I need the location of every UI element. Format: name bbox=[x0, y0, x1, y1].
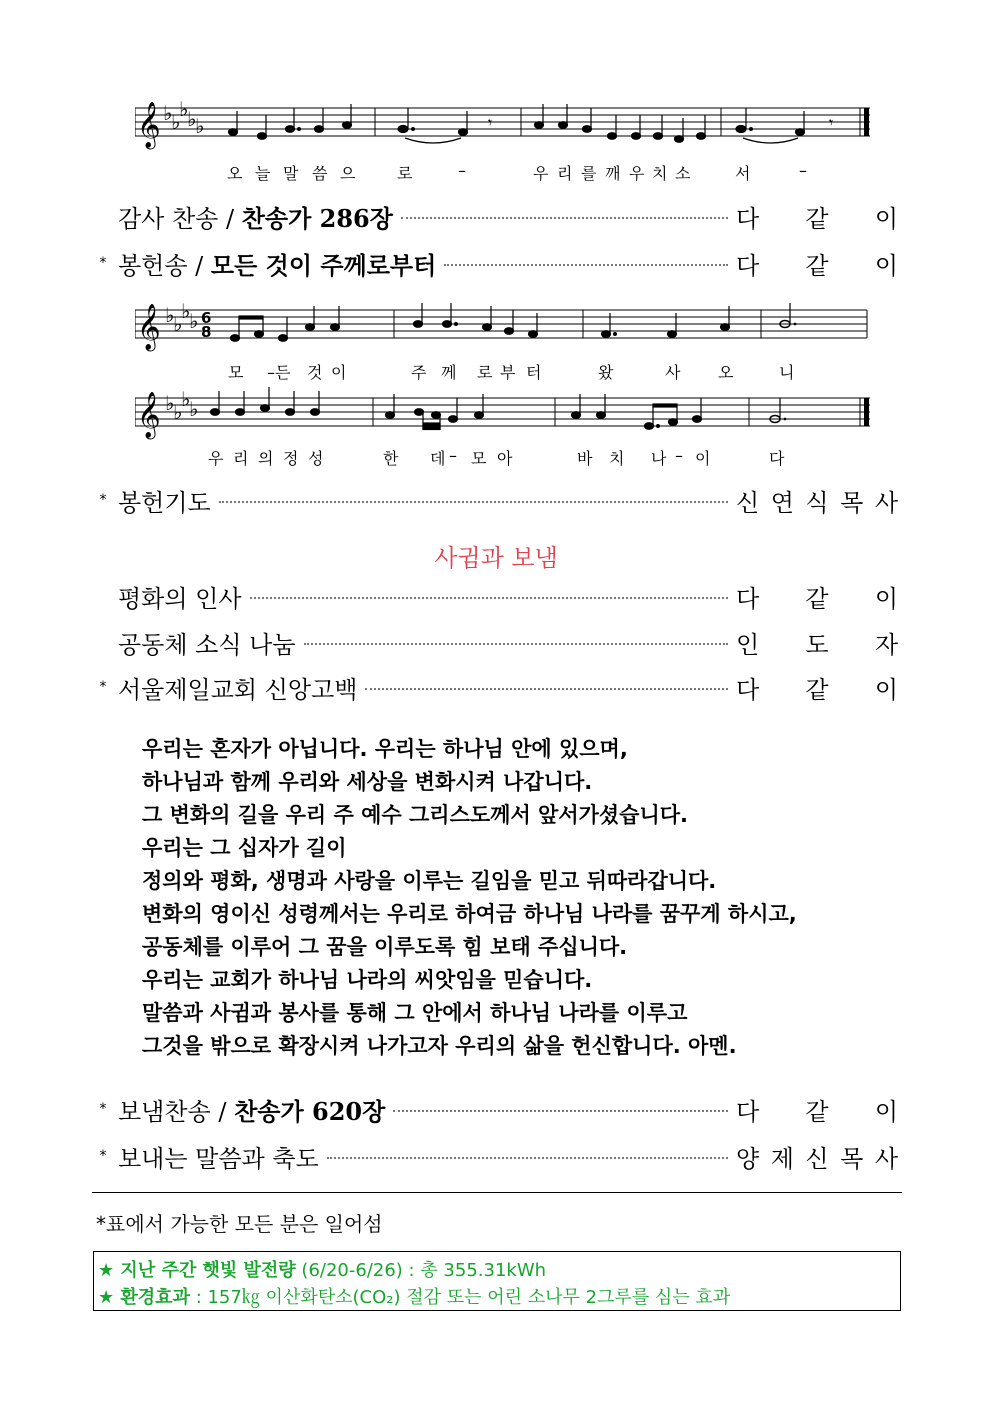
hymn2-lyrics-line2 bbox=[135, 446, 875, 468]
item-leader: 다 같 이 bbox=[736, 584, 898, 613]
lyric: 치 bbox=[652, 164, 668, 183]
creed-line: 하나님과 함께 우리와 세상을 변화시켜 나갑니다. bbox=[142, 770, 593, 794]
lyric: 으 bbox=[340, 164, 356, 183]
lyric: 치 bbox=[609, 449, 625, 468]
svg-text:♭: ♭ bbox=[189, 397, 199, 421]
lyric: 다 bbox=[769, 449, 785, 468]
lyric: 정 bbox=[283, 449, 299, 468]
creed-line: 우리는 교회가 하나님 나라의 씨앗임을 믿습니다. bbox=[142, 968, 593, 992]
creed-line: 정의와 평화, 생명과 사랑을 이루는 길임을 믿고 뒤따라갑니다. bbox=[142, 869, 717, 893]
time-signature: 6 bbox=[201, 309, 212, 327]
hymn2-staff-line1 bbox=[135, 296, 875, 356]
confession-text bbox=[142, 733, 797, 1063]
dot-leader bbox=[327, 1157, 728, 1159]
standing-mark: * bbox=[99, 492, 107, 508]
svg-text:𝄾: 𝄾 bbox=[488, 113, 493, 132]
item-leader: 다 같 이 bbox=[736, 251, 898, 280]
lyric: 나 bbox=[651, 449, 667, 468]
lyric: 이 bbox=[331, 363, 347, 382]
lyric: 한 bbox=[383, 449, 399, 468]
item-title: 보냄찬송 / 찬송가 620장 bbox=[118, 1096, 386, 1126]
item-title: 평화의 인사 bbox=[118, 584, 242, 613]
section-title: 사귐과 보냄 bbox=[434, 544, 558, 572]
svg-text:♭: ♭ bbox=[181, 299, 191, 323]
creed-line: 우리는 혼자가 아닙니다. 우리는 하나님 안에 있으며, bbox=[142, 737, 628, 761]
lyric: 말 bbox=[283, 164, 299, 183]
divider bbox=[92, 1192, 902, 1193]
dot-leader bbox=[401, 217, 728, 219]
lyric: 바 bbox=[577, 449, 593, 468]
creed-line: 그것을 밖으로 확장시켜 나가고자 우리의 삶을 헌신합니다. 아멘. bbox=[142, 1034, 737, 1058]
creed-line: 그 변화의 길을 우리 주 예수 그리스도께서 앞서가셨습니다. bbox=[142, 803, 689, 827]
creed-line: 공동체를 이루어 그 꿈을 이루도록 힘 보태 주십니다. bbox=[142, 935, 628, 959]
creed-line: 말씀과 사귐과 봉사를 통해 그 안에서 하나님 나라를 이루고 bbox=[142, 1001, 688, 1025]
order-item-thanks-hymn bbox=[92, 198, 898, 234]
svg-text:𝄾: 𝄾 bbox=[829, 113, 834, 132]
order-item-sending-hymn bbox=[92, 1091, 898, 1127]
item-title: 봉헌송 / 모든 것이 주께로부터 bbox=[118, 250, 437, 280]
lyric: 로 bbox=[477, 363, 493, 382]
standing-mark: * bbox=[99, 1148, 107, 1164]
lyric: 오 bbox=[227, 164, 243, 183]
svg-text:♭: ♭ bbox=[171, 110, 181, 134]
standing-mark: * bbox=[99, 1101, 107, 1117]
svg-text:♭: ♭ bbox=[165, 391, 175, 415]
lyric: 이 bbox=[695, 449, 711, 468]
order-item-benediction bbox=[92, 1138, 898, 1174]
lyric: 주 bbox=[411, 363, 427, 382]
lyric: 니 bbox=[779, 363, 795, 382]
standing-mark: * bbox=[99, 255, 107, 271]
dot-leader bbox=[365, 688, 728, 690]
item-title: 공동체 소식 나눔 bbox=[118, 630, 296, 659]
dot-leader bbox=[304, 643, 728, 645]
lyric: –든 bbox=[267, 363, 291, 382]
lyric: 께 bbox=[441, 363, 457, 382]
lyric: 오 bbox=[718, 363, 734, 382]
svg-text:♭: ♭ bbox=[195, 114, 205, 138]
lyric: 모 bbox=[471, 449, 487, 468]
lyric: 것 bbox=[307, 363, 323, 382]
lyric: 터 bbox=[526, 363, 542, 382]
lyric: 의 bbox=[258, 449, 274, 468]
lyric: 씀 bbox=[312, 164, 328, 183]
svg-text:♭: ♭ bbox=[189, 309, 199, 333]
item-leader: 인 도 자 bbox=[736, 630, 898, 659]
item-leader: 다 같 이 bbox=[736, 1097, 898, 1126]
lyric: – bbox=[675, 446, 683, 465]
lyric: 리 bbox=[557, 164, 573, 183]
lyric: 우 bbox=[629, 164, 645, 183]
hymn1-staff bbox=[135, 98, 875, 158]
item-leader: 양 제 신 목 사 bbox=[736, 1144, 898, 1173]
lyric: 왔 bbox=[598, 363, 614, 382]
lyric: 서 bbox=[735, 164, 751, 183]
item-leader: 다 같 이 bbox=[736, 204, 898, 233]
dot-leader bbox=[393, 1110, 728, 1112]
order-item-peace-greeting bbox=[92, 578, 898, 614]
time-signature: 8 bbox=[201, 323, 212, 341]
hymn1-lyrics bbox=[135, 161, 875, 183]
lyric: 리 bbox=[233, 449, 249, 468]
dot-leader bbox=[250, 597, 728, 599]
standing-mark: * bbox=[99, 679, 107, 695]
item-title: 보내는 말씀과 축도 bbox=[118, 1144, 319, 1173]
order-item-confession-of-faith bbox=[92, 669, 898, 705]
svg-text:𝄞: 𝄞 bbox=[137, 102, 161, 148]
dot-leader bbox=[444, 264, 728, 266]
lyric: 우 bbox=[533, 164, 549, 183]
svg-text:♭: ♭ bbox=[179, 98, 189, 121]
lyric: – bbox=[449, 446, 457, 465]
svg-text:♭: ♭ bbox=[187, 107, 197, 131]
creed-line: 우리는 그 십자가 길이 bbox=[142, 836, 347, 860]
lyric: 모 bbox=[228, 363, 244, 382]
lyric: 깨 bbox=[605, 164, 621, 183]
item-title: 서울제일교회 신앙고백 bbox=[118, 675, 358, 704]
order-item-offering-prayer bbox=[92, 482, 898, 518]
svg-text:♭: ♭ bbox=[163, 101, 173, 125]
item-leader: 신 연 식 목 사 bbox=[736, 488, 898, 517]
lyric: 소 bbox=[675, 164, 691, 183]
lyric: 늘 bbox=[255, 164, 271, 183]
item-leader: 다 같 이 bbox=[736, 675, 898, 704]
svg-text:♭: ♭ bbox=[181, 387, 191, 411]
lyric: – bbox=[458, 161, 466, 180]
item-title: 감사 찬송 / 찬송가 286장 bbox=[118, 203, 393, 233]
standing-note: *표에서 가능한 모든 분은 일어섬 bbox=[96, 1212, 383, 1236]
lyric: 데 bbox=[430, 449, 446, 468]
svg-text:𝄞: 𝄞 bbox=[137, 304, 161, 350]
svg-text:𝄞: 𝄞 bbox=[137, 392, 161, 438]
lyric: 부 bbox=[500, 363, 516, 382]
svg-text:♭: ♭ bbox=[173, 312, 183, 336]
item-title: 봉헌기도 bbox=[118, 488, 211, 517]
svg-text:♭: ♭ bbox=[173, 400, 183, 424]
creed-line: 변화의 영이신 성령께서는 우리로 하여금 하나님 나라를 꿈꾸게 하시고, bbox=[142, 902, 797, 926]
lyric: 를 bbox=[581, 164, 597, 183]
solar-energy-box bbox=[93, 1251, 901, 1311]
dot-leader bbox=[219, 501, 728, 503]
energy-line-generation: ★ 지난 주간 햇빛 발전량 (6/20-6/26) : 총 355.31kWh bbox=[98, 1260, 547, 1281]
lyric: – bbox=[799, 161, 807, 180]
energy-line-effect: ★ 환경효과 : 157㎏ 이산화탄소(CO₂) 절감 또는 어린 소나무 2그루를 심는 효과 bbox=[98, 1287, 731, 1308]
lyric: 아 bbox=[497, 449, 513, 468]
svg-text:♭: ♭ bbox=[165, 303, 175, 327]
lyric: 로 bbox=[397, 164, 413, 183]
lyric: 우 bbox=[208, 449, 224, 468]
order-item-community-news bbox=[92, 624, 898, 660]
hymn2-lyrics-line1 bbox=[135, 360, 875, 382]
hymn2-staff-line2 bbox=[135, 384, 875, 444]
lyric: 사 bbox=[665, 363, 681, 382]
lyric: 성 bbox=[308, 449, 324, 468]
order-item-offering-song bbox=[92, 245, 898, 281]
